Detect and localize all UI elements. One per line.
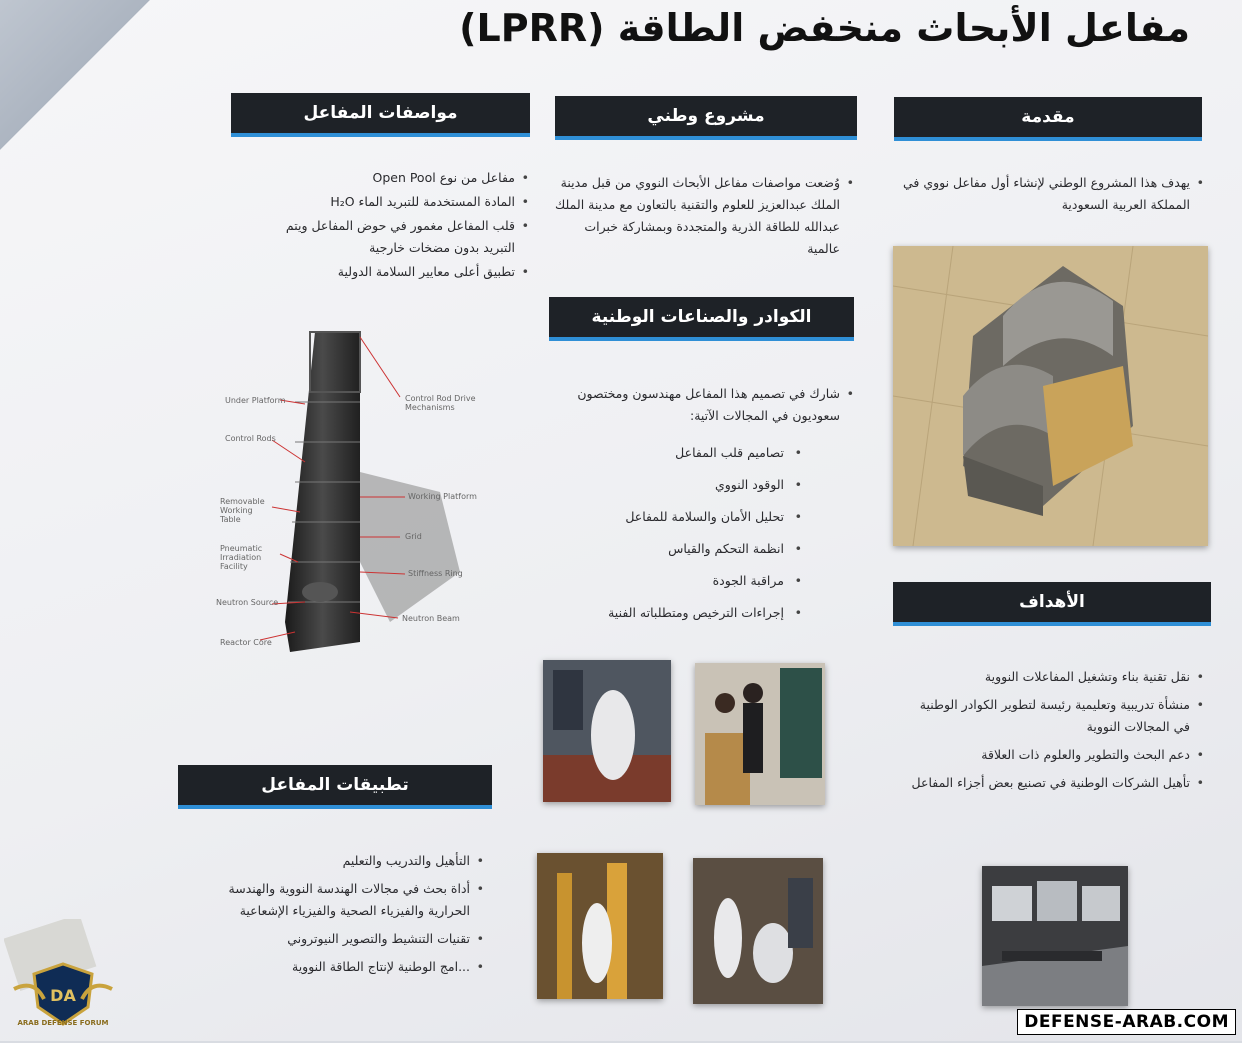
goals-list bbox=[900, 666, 1208, 800]
diagram-label: Under Platform bbox=[225, 396, 286, 405]
diagram-label: Pneumatic Irradiation Facility bbox=[220, 544, 263, 571]
cadres-intro: • شارك في تصميم هذا المفاعل مهندسون ومختصون سعوديون في المجالات الآتية: bbox=[570, 383, 840, 427]
diagram-label: Control Rod Drive Mechanisms bbox=[405, 394, 476, 412]
cadres-item: • إجراءات الترخيص ومتطلباته الفنية bbox=[570, 602, 800, 624]
training-photo-3-drawing bbox=[537, 853, 663, 999]
diagram-label: Control Rods bbox=[225, 434, 276, 443]
specs-item: • قلب المفاعل مغمور في حوض المفاعل ويتم التبريد بدون مضخات خارجية bbox=[270, 215, 515, 259]
cadres-item: • تصاميم قلب المفاعل bbox=[570, 442, 800, 464]
national-project-item: • وُضعت مواصفات مفاعل الأبحاث النووي من قبل مدينة الملك عبدالعزيز للعلوم والتقنية بالتعاون مع مدينة الملك عبدالله للطاقة الذرية والمتجددة وبمشاركة خبرات عالمية bbox=[555, 172, 840, 260]
training-photo-1-drawing bbox=[543, 660, 671, 802]
reactor-building-image bbox=[893, 246, 1208, 546]
specs-item: • المادة المستخدمة للتبريد الماء H₂O bbox=[270, 191, 515, 213]
training-photo-3 bbox=[537, 853, 663, 999]
cadres-item: • انظمة التحكم والقياس bbox=[570, 538, 800, 560]
goals-item: • منشأة تدريبية وتعليمية رئيسة لتطوير الكوادر الوطنية في المجالات النووية bbox=[900, 694, 1190, 738]
training-photo-2-drawing bbox=[695, 663, 825, 805]
reactor-diagram bbox=[210, 322, 510, 662]
national-project-heading: مشروع وطني bbox=[555, 96, 857, 140]
arab-defense-forum-logo bbox=[4, 919, 122, 1039]
goals-item: • دعم البحث والتطوير والعلوم ذات العلاقة bbox=[900, 744, 1190, 766]
goals-item: • نقل تقنية بناء وتشغيل المفاعلات النووية bbox=[900, 666, 1190, 688]
cadres-item: • تحليل الأمان والسلامة للمفاعل bbox=[570, 506, 800, 528]
goals-item: • تأهيل الشركات الوطنية في تصنيع بعض أجزاء المفاعل bbox=[900, 772, 1190, 794]
training-photo-4-drawing bbox=[693, 858, 823, 1004]
applications-list bbox=[185, 850, 488, 984]
cadres-item: • مراقبة الجودة bbox=[570, 570, 800, 592]
cadres-item: • الوقود النووي bbox=[570, 474, 800, 496]
specs-list bbox=[270, 167, 533, 285]
logo-text: ARAB DEFENSE FORUM bbox=[17, 1019, 109, 1027]
diagram-label: Working Platform bbox=[408, 492, 477, 501]
cadres-heading: الكوادر والصناعات الوطنية bbox=[549, 297, 854, 341]
control-room-drawing bbox=[982, 866, 1128, 1006]
diagram-label: Reactor Core bbox=[220, 638, 272, 647]
specs-heading: مواصفات المفاعل bbox=[231, 93, 530, 137]
cadres-intro-list bbox=[570, 383, 858, 433]
training-photo-1 bbox=[543, 660, 671, 802]
diagram-label: Neutron Source bbox=[216, 598, 279, 607]
watermark: DEFENSE-ARAB.COM bbox=[1017, 1009, 1236, 1035]
goals-heading: الأهداف bbox=[893, 582, 1211, 626]
diagram-label: Removable Working Table bbox=[220, 497, 265, 524]
logo-badge: DA bbox=[50, 986, 76, 1005]
applications-item: • التأهيل والتدريب والتعليم bbox=[185, 850, 470, 872]
intro-heading: مقدمة bbox=[894, 97, 1202, 141]
diagram-label: Neutron Beam bbox=[402, 614, 460, 623]
applications-item: • أداة بحث في مجالات الهندسة النووية والهندسة الحرارية والفيزياء الصحية والفيزياء الإشعاعية bbox=[185, 878, 470, 922]
intro-item: • يهدف هذا المشروع الوطني لإنشاء أول مفاعل نووي في المملكة العربية السعودية bbox=[900, 172, 1190, 216]
applications-item: • تقنيات التنشيط والتصوير النيوتروني bbox=[185, 928, 470, 950]
reactor-building-drawing bbox=[893, 246, 1208, 546]
specs-item: • تطبيق أعلى معايير السلامة الدولية bbox=[270, 261, 515, 283]
page-title: مفاعل الأبحاث منخفض الطاقة (LPRR) bbox=[459, 6, 1190, 50]
training-photo-4 bbox=[693, 858, 823, 1004]
cadres-list bbox=[570, 442, 818, 634]
applications-item: • ...امج الوطنية لإنتاج الطاقة النووية bbox=[185, 956, 470, 978]
diagram-label: Stiffness Ring bbox=[408, 569, 463, 578]
applications-heading: تطبيقات المفاعل bbox=[178, 765, 492, 809]
control-room-photo bbox=[982, 866, 1128, 1006]
specs-item: • مفاعل من نوع Open Pool bbox=[270, 167, 515, 189]
intro-list bbox=[900, 172, 1208, 222]
training-photo-2 bbox=[695, 663, 825, 805]
diagram-label: Grid bbox=[405, 532, 422, 541]
national-project-list bbox=[555, 172, 858, 266]
